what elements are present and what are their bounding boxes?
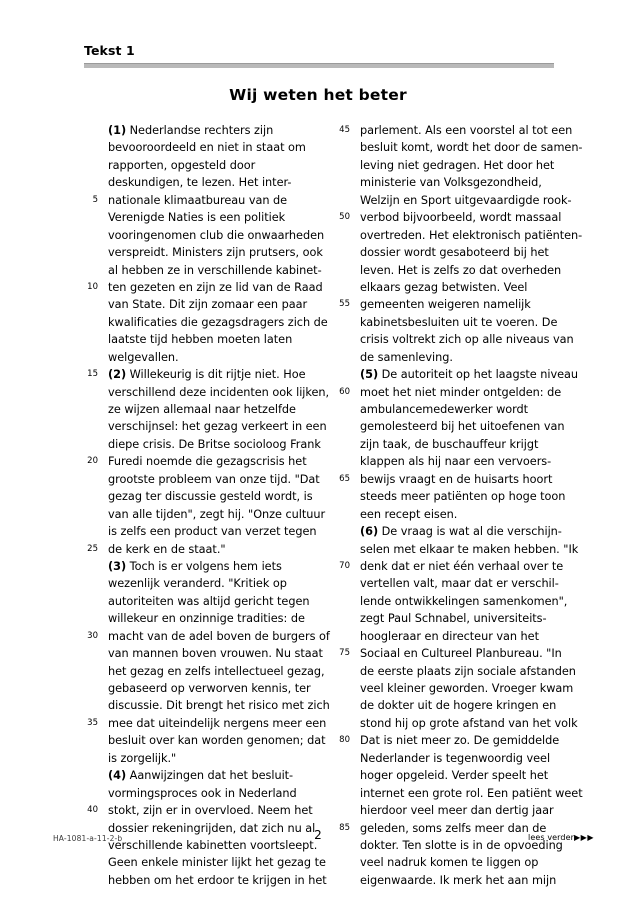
line-content: van alle tijden", zegt hij. "Onze cultuur: [108, 507, 326, 521]
line-content: (3) Toch is er volgens hem iets: [108, 559, 282, 573]
line-content: Sociaal en Cultureel Planbureau. "In: [360, 647, 562, 661]
line-content: kwalificaties die gezagsdragers zich de: [108, 315, 328, 329]
line-content: lende ontwikkelingen samenkomen",: [360, 594, 568, 608]
line-content: diepe crisis. De Britse socioloog Frank: [108, 437, 321, 451]
page-header: [84, 44, 554, 68]
header-divider: [84, 63, 554, 68]
line-number: 65: [339, 473, 350, 484]
line-content: leving niet gedragen. Het door het: [360, 158, 555, 172]
line-content: al hebben ze in verschillende kabinet-: [108, 263, 322, 277]
line-content: stond hij op grote afstand van het volk: [360, 716, 578, 730]
line-content: mee dat uiteindelijk nergens meer een: [108, 716, 327, 730]
line-content: verspreidt. Ministers zijn prutsers, ook: [108, 246, 323, 260]
line-number: 70: [339, 560, 350, 571]
continue-notice: [528, 833, 594, 842]
line-content: klappen als hij naar een vervoers-: [360, 455, 552, 469]
line-content: parlement. Als een voorstel al tot een: [360, 124, 573, 137]
exam-code: HA-1081-a-11-2-b: [53, 834, 123, 843]
line-number: 45: [339, 125, 350, 135]
line-content: besluit over kan worden genomen; dat: [108, 734, 326, 748]
line-content: vertellen valt, maar dat er verschil-: [360, 577, 559, 591]
line-content: overtreden. Het elektronisch patiënten-: [360, 228, 583, 242]
line-number: 60: [339, 386, 350, 397]
line-content: van State. Dit zijn zomaar een paar: [108, 298, 308, 312]
line-content: zegt Paul Schnabel, universiteits-: [360, 612, 547, 626]
line-content: van mannen boven vrouwen. Nu staat: [108, 647, 323, 661]
line-content: moet het niet minder ontgelden: de: [360, 385, 562, 399]
line-content: Dat is niet meer zo. De gemiddelde: [360, 734, 560, 748]
line-content: Verenigde Naties is een politiek: [108, 211, 286, 225]
line-content: laatste tijd hebben moeten laten: [108, 333, 293, 347]
article-title: Wij weten het beter: [229, 86, 407, 104]
line-content: Geen enkele minister lijkt het gezag te: [108, 856, 326, 870]
continue-label: lees verder: [528, 833, 575, 842]
line-content: is zorgelijk.": [108, 751, 177, 765]
line-content: (1) Nederlandse rechters zijn: [108, 124, 274, 137]
line-number: 15: [87, 369, 98, 380]
line-content: Nederlander is tegenwoordig veel: [360, 751, 551, 765]
line-content: veel nadruk komen te liggen op: [360, 856, 539, 870]
line-content: ministerie van Volksgezondheid,: [360, 176, 542, 190]
line-number: 35: [87, 717, 98, 728]
line-content: Furedi noemde die gezagscrisis het: [108, 455, 307, 469]
line-content: denk dat er niet één verhaal over te: [360, 559, 564, 573]
line-content: gebaseerd op verworven kennis, ter: [108, 682, 311, 695]
line-content: stokt, zijn er in overvloed. Neem het: [108, 804, 313, 818]
line-content: dokter. Ten slotte is in de opvoeding: [360, 838, 563, 852]
line-number: 85: [339, 822, 350, 833]
line-content: hebben om het erdoor te krijgen in het: [108, 873, 327, 887]
line-content: (4) Aanwijzingen dat het besluit-: [108, 769, 294, 783]
line-number: 10: [87, 281, 98, 292]
line-content: de dokter uit de hogere kringen en: [360, 699, 557, 713]
line-number: 80: [339, 735, 350, 746]
line-content: geleden, soms zelfs meer dan de: [360, 821, 547, 835]
line-content: ambulancemedewerker wordt: [360, 403, 529, 416]
line-content: internet een grote rol. Een patiënt weet: [360, 786, 583, 800]
line-content: Welzijn en Sport uitgevaardigde rook-: [360, 193, 572, 207]
line-content: autoriteiten was altijd gericht tegen: [108, 594, 310, 608]
line-content: besluit komt, wordt het door de samen-: [360, 141, 583, 155]
line-number: 30: [87, 630, 98, 641]
line-number: 55: [339, 299, 350, 310]
line-content: het gezag en zelfs intellectueel gezag,: [108, 664, 325, 678]
line-content: verschijnsel: het gezag verkeert in een: [108, 420, 327, 434]
line-content: verschillend deze incidenten ook lijken,: [108, 385, 330, 399]
line-content: leven. Het is zelfs zo dat overheden: [360, 263, 562, 277]
line-content: bewijs vraagt en de huisarts hoort: [360, 472, 553, 486]
line-number: 5: [92, 194, 98, 205]
line-content: gezag ter discussie gesteld wordt, is: [108, 490, 313, 504]
line-number: 20: [87, 456, 98, 467]
line-content: deskundigen, te lezen. Het inter-: [108, 176, 292, 190]
line-content: hoger opgeleid. Verder speelt het: [360, 769, 549, 783]
line-number: 40: [87, 805, 98, 816]
line-content: welgevallen.: [108, 350, 179, 364]
line-content: crisis voltrekt zich op alle niveaus van: [360, 333, 574, 347]
line-content: macht van de adel boven de burgers of: [108, 629, 330, 643]
line-content: gemolesteerd bij het uitoefenen van: [360, 420, 565, 434]
line-content: hoogleraar en directeur van het: [360, 629, 539, 643]
line-content: grootste probleem van onze tijd. "Dat: [108, 472, 320, 486]
line-content: verbod bijvoorbeeld, wordt massaal: [360, 211, 562, 225]
line-content: verschillende kabinetten voortsleept.: [108, 838, 318, 852]
line-content: kabinetsbesluiten uit te voeren. De: [360, 315, 558, 329]
line-content: willekeur en onzinnige tradities: de: [108, 612, 305, 626]
line-content: vooringenomen club die onwaarheden: [108, 228, 325, 242]
section-title: Tekst 1: [84, 43, 135, 58]
line-content: ten gezeten en zijn ze lid van de Raad: [108, 280, 323, 294]
line-content: nationale klimaatbureau van de: [108, 193, 288, 207]
line-content: hierdoor veel meer dan dertig jaar: [360, 804, 554, 818]
line-content: dossier wordt gesaboteerd bij het: [360, 246, 549, 260]
line-content: vormingsproces ook in Nederland: [108, 786, 297, 800]
line-number: 25: [87, 543, 98, 554]
line-content: (6) De vraag is wat al die verschijn-: [360, 525, 562, 539]
line-content: ze wijzen allemaal naar hetzelfde: [108, 403, 296, 416]
line-content: (2) Willekeurig is dit rijtje niet. Hoe: [108, 368, 306, 382]
line-number: 50: [339, 212, 350, 223]
line-content: veel kleiner geworden. Vroeger kwam: [360, 682, 574, 695]
page-number: 2: [314, 828, 322, 842]
line-content: discussie. Dit brengt het risico met zich: [108, 699, 330, 713]
triangle-right-icon: ▶▶▶: [574, 833, 594, 842]
line-content: rapporten, opgesteld door: [108, 158, 256, 172]
line-content: elkaars gezag betwisten. Veel: [360, 280, 528, 294]
line-content: de eerste plaats zijn sociale afstanden: [360, 664, 576, 678]
line-content: gemeenten weigeren namelijk: [360, 298, 531, 312]
line-number: 75: [339, 648, 350, 659]
line-content: (5) De autoriteit op het laagste niveau: [360, 368, 579, 382]
line-content: de samenleving.: [360, 350, 453, 364]
line-content: zijn taak, de buschauffeur krijgt: [360, 437, 539, 451]
line-content: dossier rekeningrijden, dat zich nu al: [108, 821, 316, 835]
line-content: bevooroordeeld en niet in staat om: [108, 141, 306, 155]
line-content: eigenwaarde. Ik merk het aan mijn: [360, 873, 557, 887]
line-content: een recept eisen.: [360, 507, 458, 521]
line-content: wezenlijk veranderd. "Kritiek op: [108, 577, 287, 591]
line-content: steeds meer patiënten op hoge toon: [360, 490, 566, 504]
line-content: de kerk en de staat.": [108, 542, 226, 556]
line-content: selen met elkaar te maken hebben. "Ik: [360, 542, 579, 556]
line-content: is zelfs een product van verzet tegen: [108, 525, 317, 539]
